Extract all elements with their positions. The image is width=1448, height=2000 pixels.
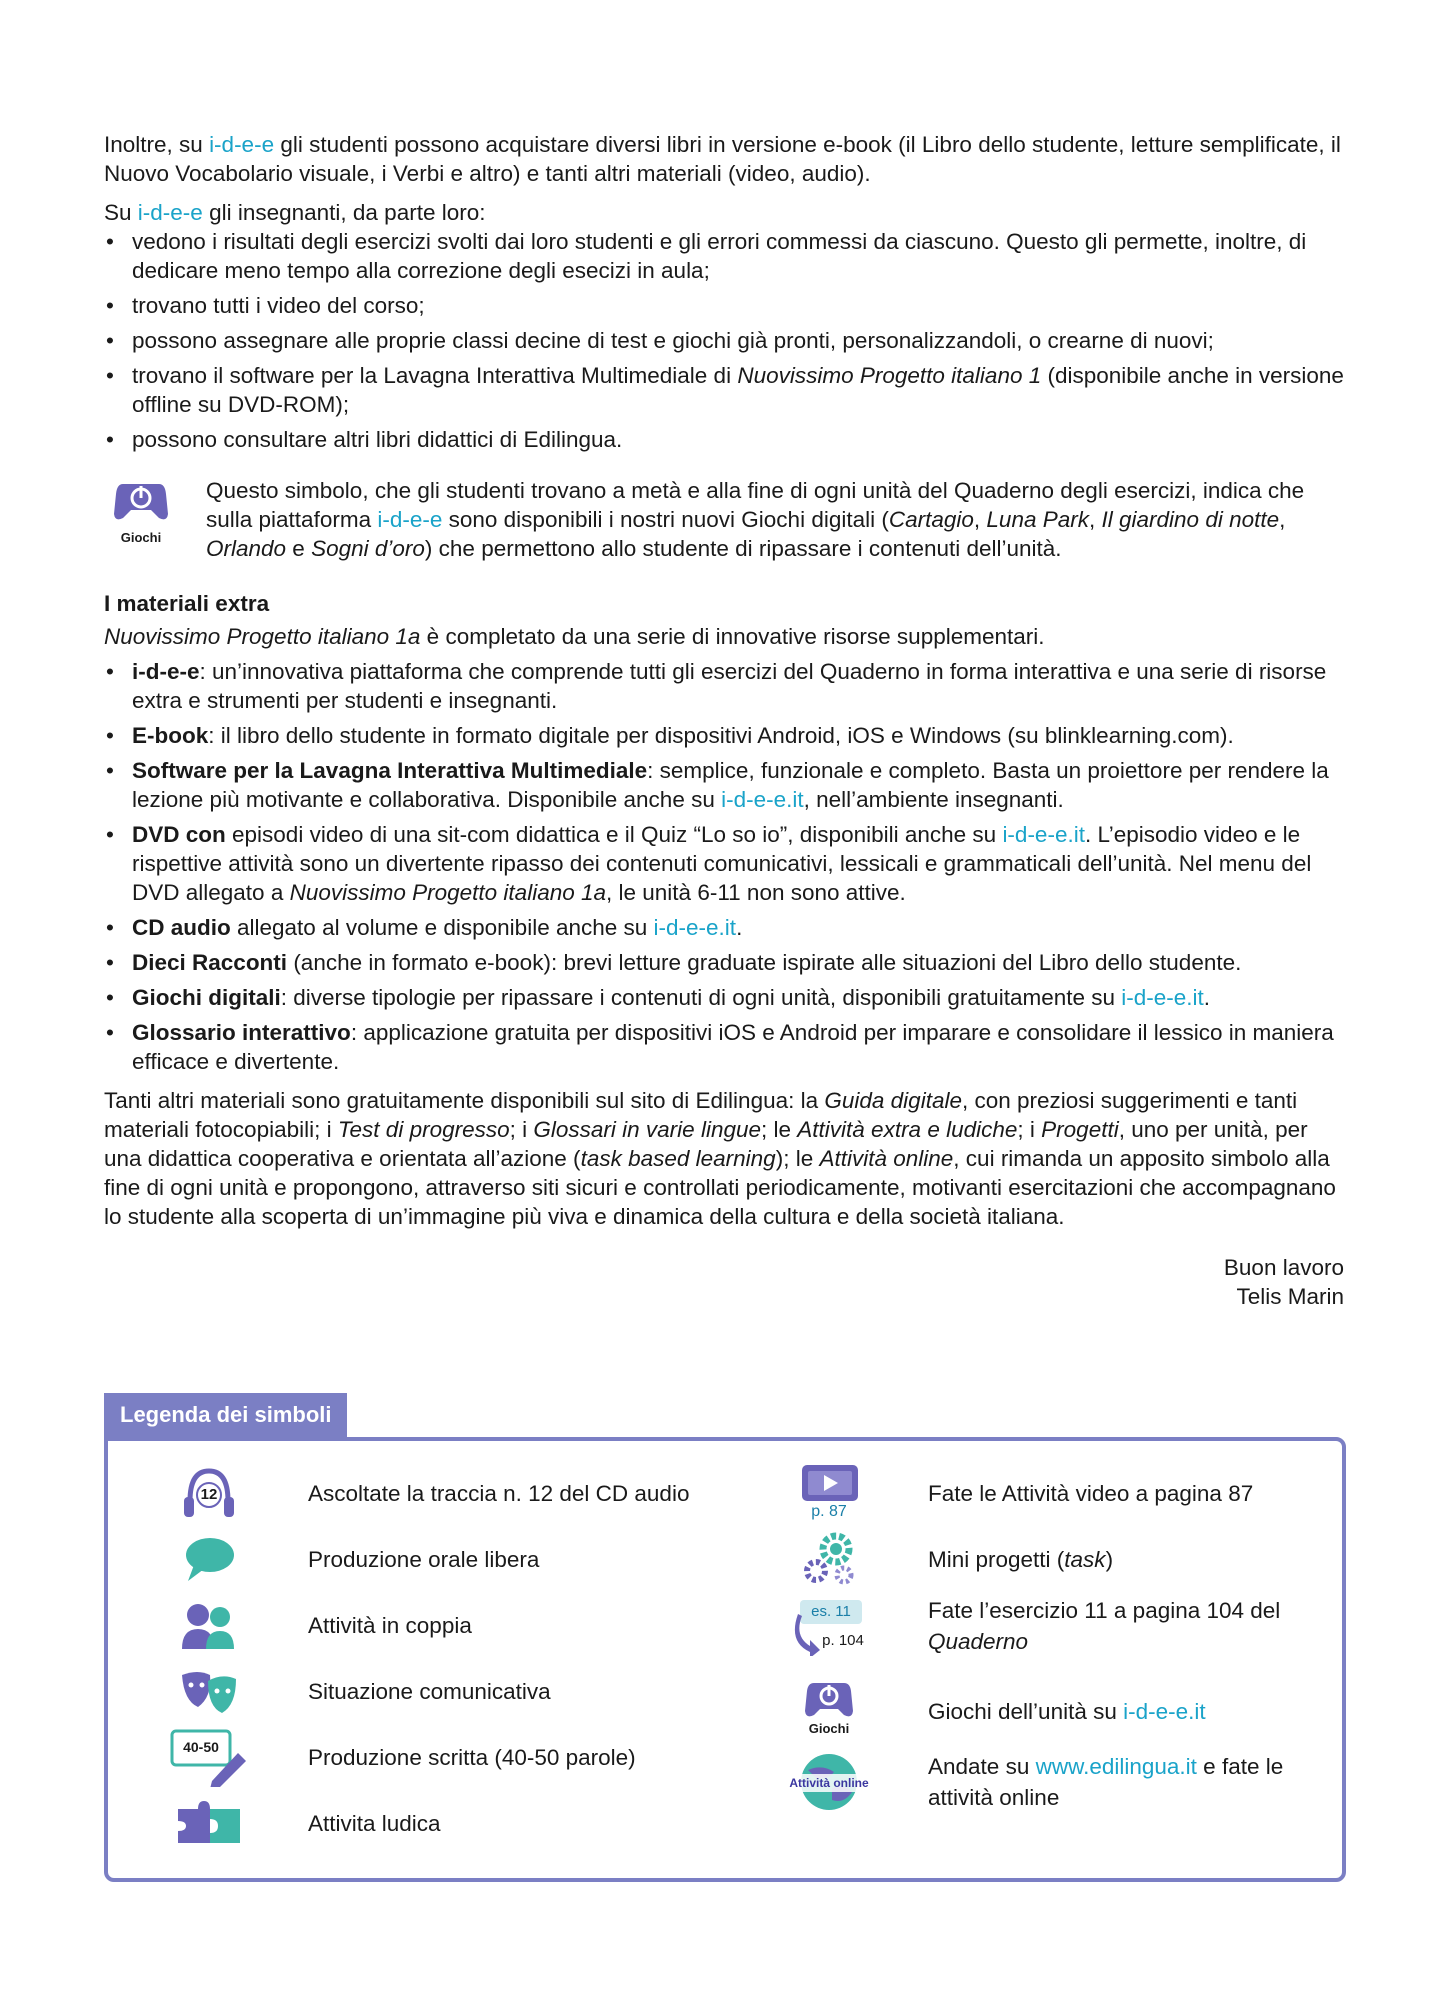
headphones-icon <box>168 1463 250 1523</box>
edilingua-link[interactable]: www.edilingua.it <box>1035 1754 1197 1779</box>
theater-masks-icon <box>168 1661 250 1721</box>
legend-item-project <box>788 1529 1113 1589</box>
intro-paragraph-2: Su i-d-e-e gli insegnanti, da parte loro: <box>104 200 486 225</box>
list-item: • DVD con episodi video di una sit-com didattica e il Quiz “Lo so io”, disponibili anche su i-d-e-e.it. L’episodio video e le rispettive attività sono un divertente ripasso dei contenuti comunicativi, lessicali e grammaticali dell’unità. Nel menu del DVD allegato a Nuovissimo Progetto italiano 1a, le unità 6-11 non sono attive. <box>104 820 1344 907</box>
legend-label: Produzione scritta (40-50 parole) <box>308 1744 636 1770</box>
legend-item-digital-games <box>788 1681 1206 1741</box>
legend-label: Giochi dell’unità su i-d-e-e.it <box>928 1698 1206 1724</box>
giochi-text: Questo simbolo, che gli studenti trovano a metà e alla fine di ogni unità del Quaderno degli esercizi, indica che sulla piattaforma i-d-e-e sono disponibili i nostri nuovi Giochi digitali (Cartagio, Luna Park, Il giardino di notte, Orlando e Sogni d’oro) che permettono allo studente di ripassare i contenuti dell’unità. <box>206 478 1305 561</box>
idee-link[interactable]: i-d-e-e.it <box>1121 985 1204 1010</box>
legend-item-oral <box>168 1529 539 1589</box>
giochi-note <box>104 476 1344 563</box>
list-item: • E-book: il libro dello studente in formato digitale per dispositivi Android, iOS e Windows (su blinklearning.com). <box>104 721 1344 750</box>
list-item: • CD audio allegato al volume e disponibile anche su i-d-e-e.it. <box>104 913 1344 942</box>
signature-author: Telis Marin <box>1236 1284 1344 1309</box>
extra-heading: I materiali extra <box>104 591 270 616</box>
legend-label: Attività in coppia <box>308 1612 472 1638</box>
list-item: • Software per la Lavagna Interattiva Multimediale: semplice, funzionale e completo. Basta un proiettore per rendere la lezione più motivante e collaborativa. Disponibile anche su i-d-e-e.it, nell’ambiente insegnanti. <box>104 756 1344 814</box>
legend-label: Produzione orale libera <box>308 1546 540 1572</box>
extra-intro: Nuovissimo Progetto italiano 1a è completato da una serie di innovative risorse supplementari. <box>104 624 1045 649</box>
intro-paragraph-1: Inoltre, su i-d-e-e gli studenti possono acquistare diversi libri in versione e-book (il Libro dello studente, letture semplificate, il Nuovo Vocabolario visuale, i Verbi e altro) e tanti altri materiali (video, audio). <box>104 132 1341 186</box>
video-play-icon <box>788 1463 870 1523</box>
puzzle-icon <box>168 1793 250 1853</box>
legend-label: Andate su www.edilingua.it e fate le attività online <box>928 1754 1284 1810</box>
idee-link[interactable]: i-d-e-e <box>137 200 203 225</box>
globe-online-icon <box>788 1752 870 1812</box>
giochi-label: Giochi <box>120 530 162 545</box>
idee-link[interactable]: i-d-e-e <box>209 132 275 157</box>
online-badge-label: Attività online <box>789 1776 869 1790</box>
list-item: • vedono i risultati degli esercizi svolti dai loro studenti e gli errori commessi da ciascuno. Questo gli permette, inoltre, di dedicare meno tempo alla correzione degli esecizi in aula; <box>104 227 1344 285</box>
legend-item-communicative <box>168 1661 551 1721</box>
pair-people-icon <box>168 1595 250 1655</box>
list-item: • i-d-e-e: un’innovativa piattaforma che comprende tutti gli esercizi del Quaderno in forma interattiva e una serie di risorse extra e strumenti per studenti e insegnanti. <box>104 657 1344 715</box>
legend-item-audio <box>168 1463 689 1523</box>
legend-item-game <box>168 1793 441 1853</box>
exercise-page-badge: p. 104 <box>822 1632 864 1649</box>
list-item: • trovano il software per la Lavagna Interattiva Multimediale di Nuovissimo Progetto italiano 1 (disponibile anche in versione offline su DVD-ROM); <box>104 361 1344 419</box>
writing-pencil-icon <box>168 1727 250 1787</box>
extra-bullet-list <box>104 657 1344 1076</box>
track-number: 12 <box>200 1486 218 1503</box>
idee-link[interactable]: i-d-e-e.it <box>721 787 804 812</box>
list-item: • possono assegnare alle proprie classi decine di test e giochi già pronti, personalizzandoli, o crearne di nuovi; <box>104 326 1344 355</box>
giochi-badge-label: Giochi <box>808 1721 850 1736</box>
list-item: • Glossario interattivo: applicazione gratuita per dispositivi iOS e Android per imparare e consolidare il lessico in maniera efficace e divertente. <box>104 1018 1344 1076</box>
idee-link[interactable]: i-d-e-e.it <box>653 915 737 940</box>
idee-link[interactable]: i-d-e-e.it <box>1002 822 1085 847</box>
giochi-badge <box>104 480 178 545</box>
exercise-arrow-icon <box>788 1596 870 1656</box>
list-item: • Giochi digitali: diverse tipologie per ripassare i contenuti di ogni unità, disponibili gratuitamente su i-d-e-e.it. <box>104 983 1344 1012</box>
legend-label: Mini progetti (task) <box>928 1546 1114 1572</box>
gamepad-icon <box>788 1681 870 1741</box>
list-item: • trovano tutti i video del corso; <box>104 291 1344 320</box>
legend-label: Fate le Attività video a pagina 87 <box>928 1480 1254 1506</box>
legend-item-online <box>788 1751 1328 1813</box>
legend-label: Ascoltate la traccia n. 12 del CD audio <box>308 1480 690 1506</box>
signature <box>104 1253 1344 1311</box>
list-item: • possono consultare altri libri didattici di Edilingua. <box>104 425 1344 454</box>
legend-item-pair <box>168 1595 472 1655</box>
main-content <box>104 130 1344 1311</box>
gamepad-icon <box>113 480 169 524</box>
exercise-badge: es. 11 <box>811 1603 851 1620</box>
legend-box <box>104 1437 1346 1882</box>
idee-link[interactable]: i-d-e-e <box>377 507 443 532</box>
word-count-badge: 40-50 <box>183 1739 219 1755</box>
legend-item-video <box>788 1463 1253 1523</box>
speech-bubble-icon <box>168 1529 250 1589</box>
teacher-bullet-list <box>104 227 1344 454</box>
idee-link[interactable]: i-d-e-e.it <box>1123 1698 1206 1724</box>
signature-greeting: Buon lavoro <box>1223 1255 1344 1280</box>
legend-item-writing <box>168 1727 636 1787</box>
legend-item-exercise <box>788 1595 1328 1657</box>
legend-label: Situazione comunicativa <box>308 1678 551 1704</box>
video-page-badge: p. 87 <box>811 1503 847 1520</box>
closing-paragraph: Tanti altri materiali sono gratuitamente disponibili sul sito di Edilingua: la Guida digitale, con preziosi suggerimenti e tanti materiali fotocopiabili; i Test di progresso; i Glossari in varie lingue; le Attività extra e ludiche; i Progetti, uno per unità, per una didattica cooperativa e orientata all’azione (task based learning); le Attività online, cui rimanda un apposito simbolo alla fine di ogni unità e propongono, attraverso siti sicuri e controllati periodicamente, motivanti esercitazioni che accompagnano lo studente alla scoperta di un’immagine più viva e dinamica della cultura e della società italiana. <box>104 1088 1336 1229</box>
gears-icon <box>788 1529 870 1589</box>
legend-label: Fate l’esercizio 11 a pagina 104 del Quaderno <box>928 1598 1281 1654</box>
legend-title: Legenda dei simboli <box>104 1393 347 1437</box>
list-item: • Dieci Racconti (anche in formato e-book): brevi letture graduate ispirate alle situazioni del Libro dello studente. <box>104 948 1344 977</box>
legend-label: Attivita ludica <box>308 1810 441 1836</box>
